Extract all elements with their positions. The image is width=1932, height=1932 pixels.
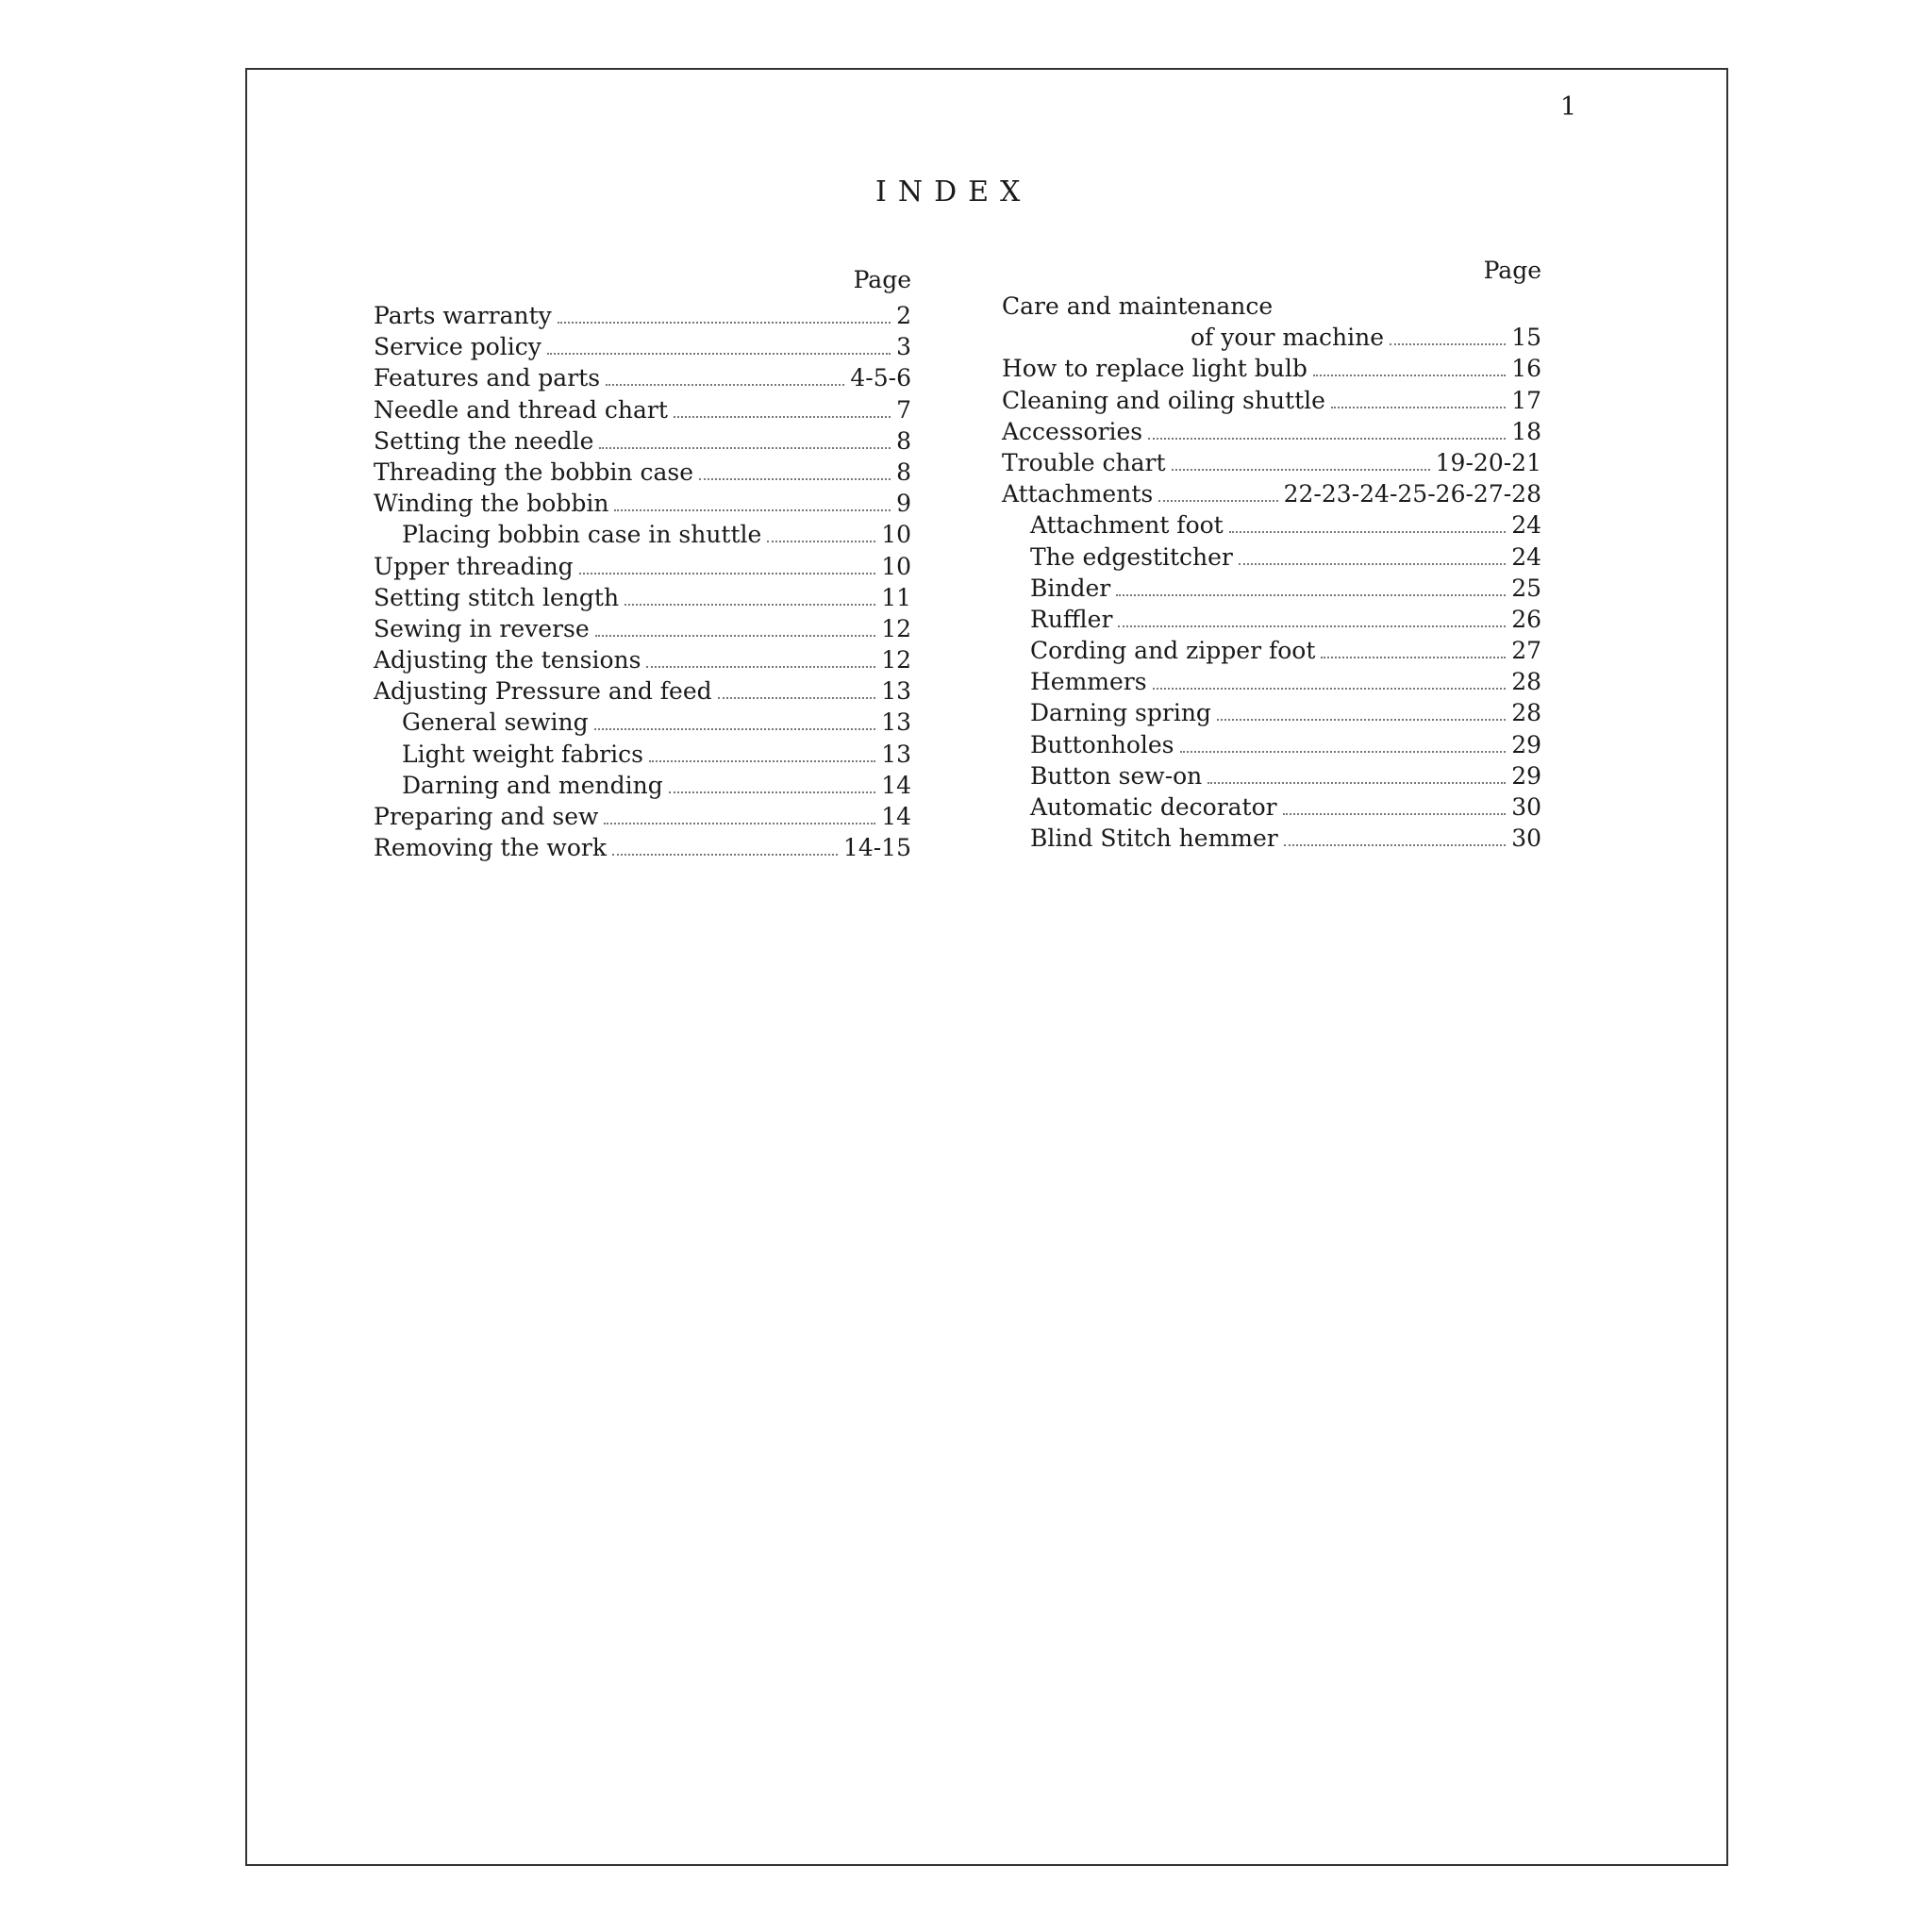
index-entry-page: 10 (881, 552, 911, 580)
index-entry (374, 300, 911, 331)
index-entry-page: 29 (1511, 730, 1541, 758)
index-entry-page: 28 (1511, 699, 1541, 727)
index-entry (374, 613, 911, 644)
index-entry-list (1002, 291, 1541, 854)
dot-leader (649, 760, 875, 762)
index-entry (1002, 385, 1541, 416)
dot-leader (1331, 407, 1506, 408)
index-entry-page: 11 (881, 583, 911, 611)
dot-leader (1116, 594, 1506, 596)
index-entry-label: Blind Stitch hemmer (1030, 824, 1278, 853)
index-entry-label: Setting stitch length (374, 583, 620, 611)
index-entry-label: Accessories (1002, 417, 1143, 445)
dot-leader (699, 478, 891, 480)
index-entry-label: Button sew-on (1030, 761, 1203, 790)
dot-leader (1153, 688, 1507, 690)
index-entry-label: Light weight fabrics (402, 740, 643, 768)
dot-leader (1148, 438, 1506, 440)
index-entry-page: 26 (1511, 605, 1541, 633)
index-entry-page: 30 (1511, 824, 1541, 853)
index-entry (1002, 573, 1541, 604)
dot-leader (1390, 343, 1506, 345)
index-entry-page: 2 (896, 302, 911, 329)
dot-leader (604, 823, 875, 824)
index-entry (1002, 697, 1541, 728)
dot-leader (614, 509, 891, 511)
index-entry-page: 3 (896, 333, 911, 361)
dot-leader (1321, 657, 1506, 658)
index-entry-label: Features and parts (374, 364, 601, 392)
index-entry (1002, 635, 1541, 666)
index-entry (1002, 729, 1541, 760)
index-entry-label: Sewing in reverse (374, 614, 590, 642)
index-entry (1002, 478, 1541, 509)
index-entry-page: 18 (1511, 417, 1541, 445)
index-entry (374, 801, 911, 832)
index-entry-page: 12 (881, 646, 911, 675)
index-entry-page: 16 (1511, 355, 1541, 383)
index-entry-label: Binder (1030, 574, 1111, 602)
index-entry-label: Setting the needle (374, 426, 594, 455)
index-entry (1002, 322, 1541, 353)
index-entry (1002, 760, 1541, 791)
dot-leader (1118, 625, 1506, 627)
index-entry (374, 582, 911, 613)
index-entry (374, 425, 911, 457)
dot-leader (1172, 469, 1430, 471)
dot-leader (1284, 844, 1506, 846)
index-entry-page: 8 (896, 426, 911, 455)
index-entry-page: 22-23-24-25-26-27-28 (1283, 480, 1541, 508)
index-entry-page: 14-15 (842, 834, 911, 862)
dot-leader (612, 854, 838, 856)
dot-leader (1158, 500, 1277, 502)
index-entry-label: General sewing (402, 708, 589, 737)
index-entry (1002, 416, 1541, 447)
dot-leader (1283, 813, 1507, 815)
dot-leader (595, 635, 876, 637)
index-entry-label: Trouble chart (1002, 448, 1166, 476)
index-entry-label: Darning spring (1030, 699, 1211, 727)
index-entry (1002, 791, 1541, 823)
index-entry-label: Upper threading (374, 552, 574, 580)
index-entry-label: Parts warranty (374, 302, 552, 329)
index-entry-page: 13 (881, 740, 911, 768)
index-entry-page: 9 (896, 490, 911, 518)
dot-leader (599, 447, 891, 449)
index-entry (1002, 353, 1541, 384)
index-entry-page: 27 (1511, 637, 1541, 665)
index-entry-label: Attachment foot (1030, 511, 1224, 540)
index-entry-page: 30 (1511, 793, 1541, 821)
dot-leader (1239, 563, 1506, 565)
index-entry-label: Threading the bobbin case (374, 458, 694, 486)
page-column-header: Page (1483, 257, 1541, 284)
index-entry-label: Winding the bobbin (374, 490, 609, 518)
index-entry-label: Adjusting the tensions (374, 646, 641, 675)
index-entry-page: 14 (881, 771, 911, 799)
index-entry-label: Ruffler (1030, 605, 1113, 633)
index-entry-page: 25 (1511, 574, 1541, 602)
index-entry-page: 8 (896, 458, 911, 486)
index-entry (374, 832, 911, 863)
index-entry-list (374, 300, 911, 863)
index-entry (374, 707, 911, 738)
index-entry (374, 551, 911, 582)
index-entry (374, 457, 911, 488)
index-entry (1002, 666, 1541, 697)
index-entry-page: 13 (881, 708, 911, 737)
dot-leader (1180, 751, 1507, 753)
index-entry (374, 394, 911, 425)
dot-leader (646, 666, 875, 668)
index-entry (1002, 509, 1541, 541)
index-entry-page: 10 (881, 521, 911, 549)
dot-leader (1229, 531, 1506, 533)
index-entry-label: Hemmers (1030, 668, 1147, 696)
index-entry-label: How to replace light bulb (1002, 355, 1307, 383)
dot-leader (547, 353, 891, 355)
index-entry-label: Cording and zipper foot (1030, 637, 1316, 665)
index-entry-label: Adjusting Pressure and feed (374, 677, 712, 706)
index-entry-label: Care and maintenance (1002, 292, 1274, 320)
index-entry-page: 4-5-6 (850, 364, 911, 392)
dot-leader (594, 728, 876, 730)
index-entry-page: 29 (1511, 761, 1541, 790)
index-entry-page: 14 (881, 803, 911, 830)
index-entry-label: Darning and mending (402, 771, 663, 799)
dot-leader (606, 384, 844, 386)
index-entry-label: of your machine (1191, 324, 1385, 352)
dot-leader (767, 541, 875, 542)
index-entry (374, 488, 911, 519)
index-entry (1002, 291, 1541, 322)
dot-leader (1208, 782, 1506, 784)
index-entry-label: Preparing and sew (374, 803, 599, 830)
dot-leader (1217, 719, 1506, 721)
index-entry (374, 519, 911, 550)
index-entry (1002, 604, 1541, 635)
dot-leader (558, 322, 891, 324)
index-entry (1002, 447, 1541, 478)
index-entry-page: 24 (1511, 542, 1541, 571)
page-column-header: Page (853, 266, 911, 293)
dot-leader (625, 604, 875, 606)
index-entry (374, 644, 911, 675)
page-number: 1 (1560, 92, 1577, 122)
index-column-left (374, 260, 911, 863)
index-entry-page: 17 (1511, 386, 1541, 414)
index-entry-page: 12 (881, 614, 911, 642)
index-entry-label: Attachments (1002, 480, 1154, 508)
dot-leader (579, 573, 876, 575)
index-entry (374, 331, 911, 362)
index-entry (374, 739, 911, 770)
index-entry-label: Cleaning and oiling shuttle (1002, 386, 1325, 414)
index-entry-label: Removing the work (374, 834, 607, 862)
dot-leader (674, 416, 891, 418)
index-entry-page: 13 (881, 677, 911, 706)
index-entry (1002, 541, 1541, 573)
index-entry-page: 24 (1511, 511, 1541, 540)
index-column-right (1002, 251, 1541, 854)
index-entry-label: Automatic decorator (1030, 793, 1277, 821)
dot-leader (1313, 375, 1506, 376)
index-entry-page: 19-20-21 (1435, 448, 1541, 476)
index-entry-label: The edgestitcher (1030, 542, 1233, 571)
index-entry-page: 28 (1511, 668, 1541, 696)
index-entry (374, 770, 911, 801)
dot-leader (669, 791, 875, 793)
index-entry (374, 362, 911, 393)
index-entry-label: Placing bobbin case in shuttle (402, 521, 762, 549)
index-title: INDEX (875, 175, 1032, 208)
index-entry-page: 15 (1511, 324, 1541, 352)
index-entry-label: Buttonholes (1030, 730, 1174, 758)
index-entry-label: Needle and thread chart (374, 395, 668, 424)
index-entry (374, 675, 911, 707)
index-entry-page: 7 (896, 395, 911, 424)
index-entry (1002, 823, 1541, 854)
dot-leader (718, 697, 876, 699)
index-entry-label: Service policy (374, 333, 541, 361)
